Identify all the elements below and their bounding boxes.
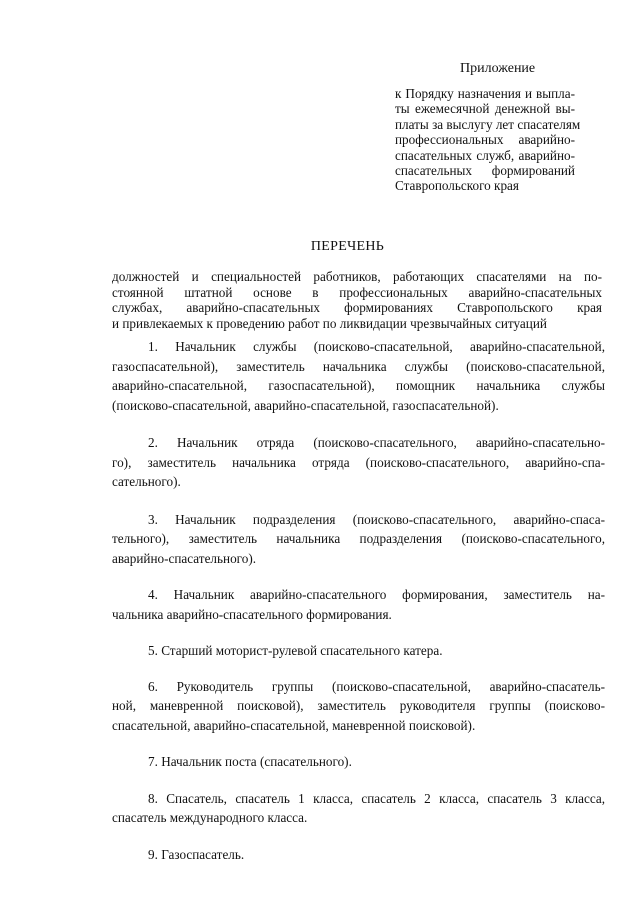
list-item-line: 3. Начальник подразделения (поисково-спасательного, аварийно-спаса- [148, 511, 605, 527]
list-item [112, 845, 605, 865]
list-item-line: спасатель международного класса. [112, 810, 308, 825]
list-item-line: 2. Начальник отряда (поисково-спасательного, аварийно-спасательно- [148, 435, 605, 450]
list-item-line: спасательной, аварийно-спасательной, маневренной поисковой). [112, 717, 476, 733]
list-item-line: газоспасательной), заместитель начальника службы (поисково-спасательной, [112, 358, 605, 374]
subtitle-line: службах, аварийно-спасательных формированиях Ставропольского края [112, 300, 602, 315]
list-item-line: (поисково-спасательной, аварийно-спасательной, газоспасательной). [112, 397, 499, 413]
document-subtitle [112, 269, 602, 331]
list-item-line: 4. Начальник аварийно-спасательного формирования, заместитель на- [148, 587, 605, 602]
list-item [112, 789, 605, 828]
list-item-line: 5. Старший моторист-рулевой спасательного катера. [148, 643, 443, 658]
list-item-line: ной, маневренной поисковой), заместитель руководителя группы (поисково- [112, 698, 605, 713]
list-item [112, 585, 605, 624]
appendix-label: Приложение [460, 61, 536, 76]
appendix-line: Ставропольского края [395, 178, 519, 194]
list-item-line: 6. Руководитель группы (поисково-спасательной, аварийно-спасатель- [148, 678, 605, 694]
list-item [112, 641, 605, 661]
list-item-line: 7. Начальник поста (спасательного). [148, 754, 352, 769]
list-item-line: тельного), заместитель начальника подразделения (поисково-спасательного, [112, 531, 605, 546]
appendix-reference [395, 86, 581, 194]
list-item [112, 337, 605, 415]
list-item [112, 433, 605, 492]
document-title: ПЕРЕЧЕНЬ [310, 239, 385, 254]
list-item-line: сательного). [112, 474, 181, 489]
appendix-line: платы за выслугу лет спасателям [395, 116, 581, 132]
subtitle-line: стоянной штатной основе в профессиональных аварийно-спасательных [112, 284, 602, 300]
list-item-line: аварийно-спасательной, газоспасательной), помощник начальника службы [112, 378, 605, 393]
list-item [112, 677, 605, 736]
list-item-line: 9. Газоспасатель. [148, 846, 245, 862]
appendix-line: спасательных формирований [395, 163, 575, 179]
subtitle-line: и привлекаемых к проведению работ по ликвидации чрезвычайных ситуаций [112, 315, 547, 331]
list-item-line: аварийно-спасательного). [112, 550, 257, 566]
appendix-line: профессиональных аварийно- [395, 132, 575, 148]
list-item [112, 752, 605, 772]
appendix-line: к Порядку назначения и выпла- [395, 86, 575, 101]
list-item [112, 510, 605, 569]
appendix-line: ты ежемесячной денежной вы- [395, 101, 575, 117]
list-item-line: го), заместитель начальника отряда (поисково-спасательного, аварийно-спа- [112, 454, 605, 470]
list-item-line: 1. Начальник службы (поисково-спасательной, аварийно-спасательной, [148, 339, 605, 354]
position-list [112, 337, 605, 864]
list-item-line: 8. Спасатель, спасатель 1 класса, спасатель 2 класса, спасатель 3 класса, [148, 790, 605, 806]
subtitle-line: должностей и специальностей работников, работающих спасателями на по- [112, 269, 602, 284]
appendix-line: спасательных служб, аварийно- [395, 147, 575, 163]
list-item-line: чальника аварийно-спасательного формирования. [112, 606, 392, 622]
